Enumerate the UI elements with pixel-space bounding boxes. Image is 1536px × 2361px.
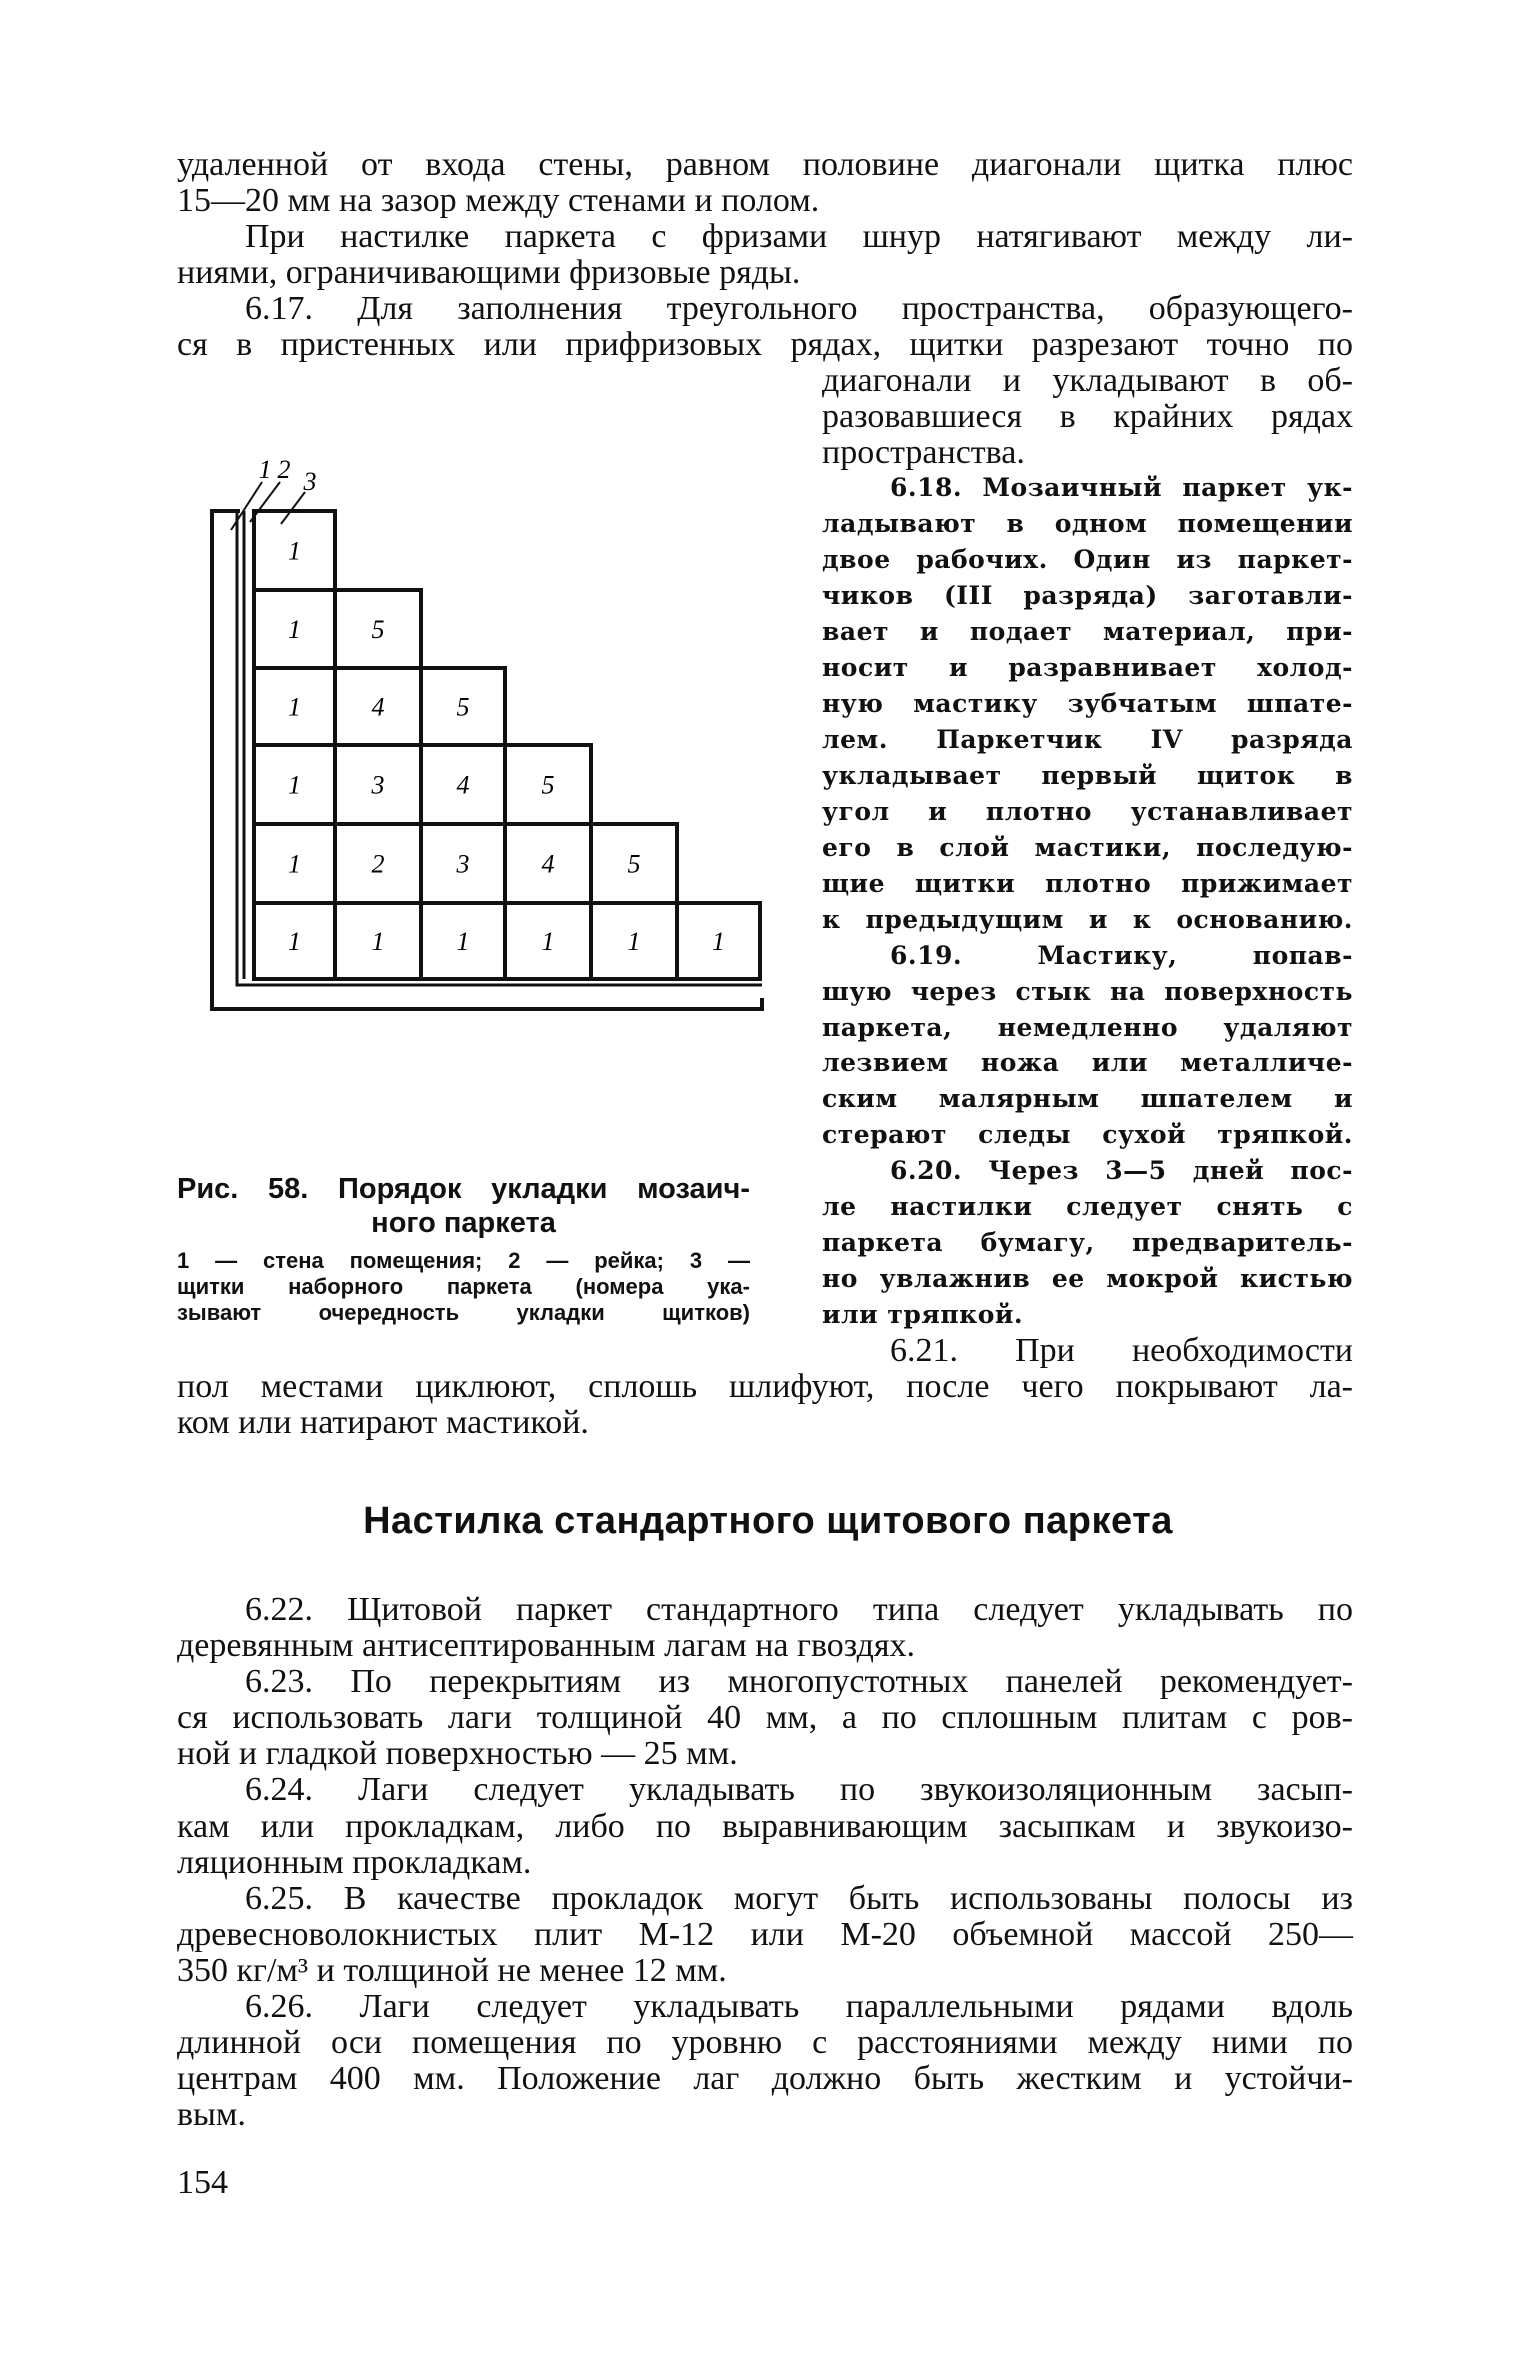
text-line: чиков (III разряда) заготавли- (822, 581, 1353, 611)
caption-legend-line: щитки наборного паркета (номера ука- (177, 1274, 750, 1299)
tile-order-number: 1 (288, 849, 301, 879)
text-line: ляционным прокладкам. (177, 1843, 532, 1881)
text-line: угол и плотно устанавливает (822, 796, 1353, 826)
text-line: стерают следы сухой тряпкой. (822, 1120, 1353, 1150)
tile-order-number: 5 (371, 615, 385, 644)
text-line: лем. Паркетчик IV разряда (822, 725, 1353, 754)
text-line: ной и гладкой поверхностью — 25 мм. (177, 1735, 738, 1773)
text-line: диагонали и укладывают в об- (822, 361, 1353, 399)
caption-legend-line: зывают очередность укладки щитков) (177, 1300, 750, 1325)
text-line: 6.22. Щитовой паркет стандартного типа следует укладывать по (245, 1591, 1353, 1628)
text-line: вает и подает материал, при- (822, 617, 1353, 647)
tile-order-number: 5 (456, 692, 470, 722)
text-line: центрам 400 мм. Положение лаг должно быть жестким и устойчи- (177, 2060, 1353, 2098)
text-line: шую через стык на поверхность (822, 976, 1353, 1006)
text-line: пол местами циклюют, сплошь шлифуют, после чего покрывают ла- (177, 1367, 1353, 1405)
text-line: кам или прокладкам, либо по выравнивающим засыпкам и звукоизо- (177, 1807, 1353, 1845)
caption-title-line: Рис. 58. Порядок укладки мозаич- (177, 1173, 750, 1205)
text-line: паркета бумагу, предваритель- (822, 1228, 1353, 1258)
text-line: удаленной от входа стены, равном половине диагонали щитка плюс (177, 146, 1353, 183)
text-line: ским малярным шпателем и (822, 1084, 1353, 1114)
text-line: его в слой мастики, последую- (822, 832, 1353, 862)
text-line: 6.26. Лаги следует укладывать параллельными рядами вдоль (245, 1988, 1353, 2026)
text-line: но увлажнив ее мокрой кистью (822, 1264, 1353, 1294)
tile-order-number: 1 (288, 536, 301, 566)
text-line: При настилке паркета с фризами шнур натягивают между ли- (245, 217, 1353, 255)
tile-order-number: 1 (541, 927, 555, 956)
text-line: укладывает первый щиток в (822, 760, 1353, 790)
text-line: вым. (177, 2096, 246, 2134)
text-line: ся использовать лаги толщиной 40 мм, а по сплошным плитам с ров- (177, 1699, 1353, 1737)
tile-order-number: 3 (371, 770, 385, 800)
section-heading: Настилка стандартного щитового паркета (363, 1500, 1173, 1542)
bottom-text-block (177, 1592, 1353, 2133)
text-line: древесноволокнистых плит М-12 или М-20 объемной массой 250— (177, 1915, 1353, 1953)
tile-order-number: 1 (456, 927, 470, 956)
text-line: 6.20. Через 3—5 дней пос- (890, 1156, 1353, 1186)
text-line: 350 кг/м³ и толщиной не менее 12 мм. (177, 1951, 727, 1989)
tile-order-number: 1 (712, 927, 725, 956)
text-line: 6.21. При необходимости (890, 1331, 1353, 1369)
text-line: длинной оси помещения по уровню с расстояниями между ними по (177, 2024, 1353, 2062)
caption-title-line: ного паркета (371, 1207, 556, 1239)
text-line: пространства. (822, 433, 1025, 471)
tile-order-number: 5 (541, 770, 555, 800)
text-line: носит и разравнивает холод- (822, 653, 1353, 683)
text-line: деревянным антисептированным лагам на гвоздях. (177, 1627, 916, 1665)
tile-order-number: 4 (456, 770, 470, 800)
text-line: щие щитки плотно прижимает (822, 868, 1353, 898)
tile-order-number: 1 (288, 927, 301, 956)
figure-caption (177, 1172, 750, 1326)
text-line: лезвием ножа или металличе- (822, 1048, 1353, 1078)
text-line: 6.25. В качестве прокладок могут быть использованы полосы из (245, 1879, 1353, 1917)
caption-legend-line: 1 — стена помещения; 2 — рейка; 3 — (177, 1248, 750, 1273)
callout-label-2: 2 (277, 455, 291, 484)
text-line: 6.17. Для заполнения треугольного пространства, образующего- (245, 289, 1353, 327)
tile-order-number: 1 (371, 927, 385, 956)
tile-order-number: 1 (288, 692, 301, 722)
text-line: ся в пристенных или прифризовых рядах, щитки разрезают точно по (177, 325, 1353, 363)
text-line: ниями, ограничивающими фризовые ряды. (177, 253, 801, 291)
tile-order-number: 3 (456, 849, 470, 879)
tile-order-number: 1 (627, 927, 641, 956)
text-line: 6.24. Лаги следует укладывать по звукоизоляционным засып- (245, 1771, 1353, 1809)
text-line: ком или натирают мастикой. (177, 1403, 589, 1441)
callout-leader-3 (281, 492, 305, 524)
callout-leader-1 (231, 482, 262, 530)
callout-label-1: 1 (258, 455, 272, 484)
text-line: ную мастику зубчатым шпате- (822, 689, 1353, 719)
rail-outline (237, 511, 762, 985)
text-line: ладывают в одном помещении (822, 509, 1353, 539)
text-line: 6.23. По перекрытиям из многопустотных панелей рекомендует- (245, 1663, 1353, 1701)
tile-order-number: 4 (541, 849, 555, 879)
tile-order-number: 1 (288, 770, 301, 800)
tile-order-number: 4 (371, 692, 385, 722)
text-line: 15—20 мм на зазор между стенами и полом. (177, 181, 820, 219)
text-line: ле настилки следует снять с (822, 1192, 1353, 1222)
text-line: 6.19. Мастику, попав- (890, 940, 1353, 970)
tile-order-number: 5 (627, 849, 641, 879)
tile-order-number: 2 (371, 849, 385, 879)
text-line: или тряпкой. (822, 1300, 1024, 1329)
text-line: к предыдущим и к основанию. (822, 904, 1353, 934)
tile-order-number: 1 (288, 615, 301, 644)
text-line: паркета, немедленно удаляют (822, 1012, 1353, 1042)
text-line: двое рабочих. Один из паркет- (822, 545, 1353, 575)
page-number: 154 (177, 2164, 228, 2201)
text-line: разовавшиеся в крайних рядах (822, 397, 1353, 435)
callout-label-3: 3 (303, 467, 317, 496)
text-line: 6.18. Мозаичный паркет ук- (890, 473, 1353, 503)
